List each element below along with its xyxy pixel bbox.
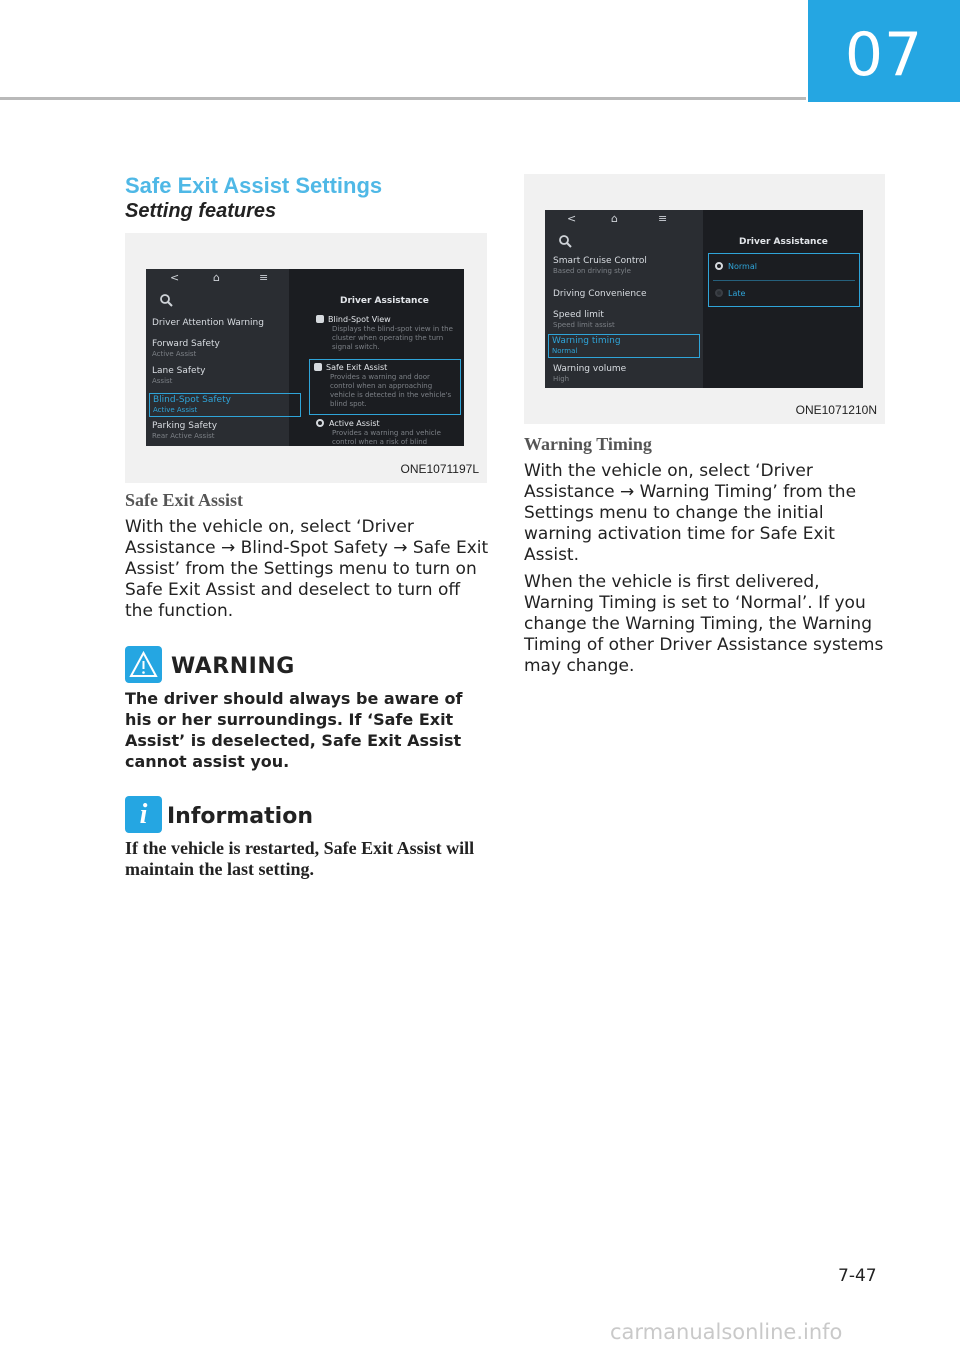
radio-icon: [715, 289, 723, 297]
checkbox-icon: [314, 363, 322, 371]
warning-heading: WARNING: [171, 654, 295, 679]
header-rule: [0, 97, 806, 100]
option-blind-spot-view: Blind-Spot View Displays the blind-spot view in the cluster when operating the turn signal switch.: [316, 315, 462, 352]
information-heading: Information: [167, 804, 313, 829]
watermark: carmanualsonline.info: [610, 1320, 843, 1344]
menu-item: Lane Safety Assist: [152, 366, 206, 385]
figure-2: [524, 174, 885, 424]
back-icon: <: [567, 212, 577, 225]
screen-2: [545, 210, 863, 388]
menu-item: Speed limit Speed limit assist: [553, 310, 615, 329]
information-text: If the vehicle is restarted, Safe Exit Assist will maintain the last setting.: [125, 838, 475, 879]
figure-code: ONE1071197L: [400, 462, 479, 476]
body-warning-timing-1: With the vehicle on, select ‘Driver Assistance → Warning Timing’ from the Settings menu to change the initial warning activation time for Safe Exit Assist.: [524, 461, 857, 565]
screen-2-topbar: [545, 210, 863, 230]
body-safe-exit-assist: With the vehicle on, select ‘Driver Assistance → Blind-Spot Safety → Safe Exit Assist’ from the Settings menu to turn on Safe Exit Assist and deselect to turn off the function.: [125, 517, 489, 621]
figure-code: ONE1071210N: [795, 403, 877, 417]
back-icon: <: [170, 271, 180, 284]
screen-1: [146, 269, 464, 446]
heading-warning-timing: Warning Timing: [524, 434, 652, 454]
option-active-assist: Active Assist Provides a warning and vehicle control when a risk of blind: [316, 419, 462, 446]
screen-1-title: Driver Assistance: [340, 296, 429, 306]
menu-icon: ≡: [259, 271, 269, 284]
section-title: Safe Exit Assist Settings: [125, 173, 383, 198]
menu-item: Smart Cruise Control Based on driving style: [553, 256, 647, 275]
option-normal: Normal: [715, 262, 757, 272]
menu-item: Warning volume High: [553, 364, 627, 383]
search-icon: [159, 293, 173, 307]
radio-icon: [316, 419, 324, 427]
subsection-title: Setting features: [125, 200, 277, 222]
screen-2-title: Driver Assistance: [739, 237, 828, 247]
chapter-tab: 07: [808, 0, 960, 102]
body-warning-timing-2: When the vehicle is first delivered, Warning Timing is set to ‘Normal’. If you change the Warning Timing, the Warning Timing of other Driver Assistance systems may change.: [524, 572, 884, 676]
screen-1-topbar: [146, 269, 464, 289]
menu-item: Driver Attention Warning: [152, 318, 264, 328]
info-icon: i: [125, 796, 162, 833]
menu-item-selected: Warning timing Normal: [548, 334, 700, 358]
menu-item-selected: Blind-Spot Safety Active Assist: [149, 393, 301, 417]
home-icon: ⌂: [611, 212, 618, 225]
warning-triangle-icon: [125, 646, 162, 683]
menu-item: Forward Safety Active Assist: [152, 339, 220, 358]
menu-item: Parking Safety Rear Active Assist: [152, 421, 218, 440]
radio-icon: [715, 262, 723, 270]
option-late: Late: [715, 289, 745, 299]
home-icon: ⌂: [213, 271, 220, 284]
menu-item: Driving Convenience: [553, 289, 647, 299]
option-divider: [713, 280, 855, 281]
warning-text: The driver should always be aware of his or her surroundings. If ‘Safe Exit Assist’ is deselected, Safe Exit Assist cannot assist you.: [125, 689, 463, 771]
option-safe-exit-assist: Safe Exit Assist Provides a warning and door control when an approaching vehicle is detected in the vehicle's blind spot.: [309, 359, 461, 415]
heading-safe-exit-assist: Safe Exit Assist: [125, 490, 244, 510]
menu-icon: ≡: [658, 212, 668, 225]
page-number: 7-47: [838, 1266, 877, 1286]
checkbox-icon: [316, 315, 324, 323]
figure-1: [125, 233, 487, 483]
search-icon: [558, 234, 572, 248]
